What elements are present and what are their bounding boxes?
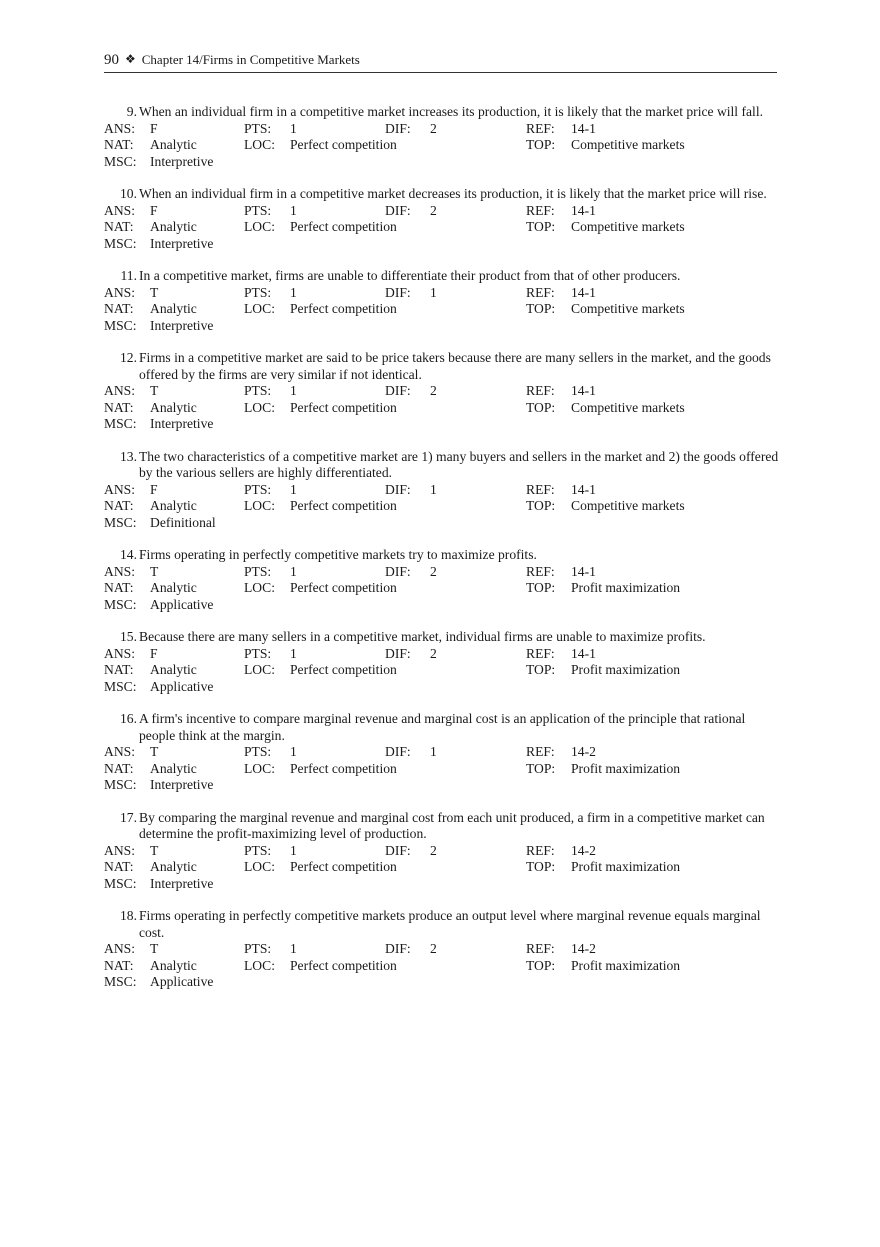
dif-label: DIF: <box>385 842 411 858</box>
msc-value: Applicative <box>150 596 214 612</box>
ans-label: ANS: <box>104 941 135 956</box>
question-text: Firms operating in perfectly competitive markets try to maximize profits. <box>139 547 537 562</box>
ref-value: 14-1 <box>571 284 596 300</box>
meta-row-ans <box>104 843 780 860</box>
msc-label: MSC: <box>104 235 137 251</box>
msc-label: MSC: <box>104 777 137 792</box>
question-number: 15. <box>120 629 137 644</box>
ref-label: REF: <box>526 284 555 300</box>
ans-value: T <box>150 744 159 759</box>
nat-value: Analytic <box>150 137 197 152</box>
meta-row-nat <box>104 958 780 975</box>
nat-value: Analytic <box>150 957 197 973</box>
pts-value: 1 <box>290 563 297 579</box>
nat-value: Analytic <box>150 760 197 776</box>
ref-label: REF: <box>526 481 555 497</box>
ans-label: ANS: <box>104 383 135 398</box>
dif-value: 2 <box>430 842 437 858</box>
top-label: TOP: <box>526 498 556 513</box>
nat-label: NAT: <box>104 399 134 415</box>
msc-value: Interpretive <box>150 875 214 891</box>
question-item <box>104 104 780 170</box>
chapter-title: Chapter 14/Firms in Competitive Markets <box>141 52 360 67</box>
dif-value: 2 <box>430 563 437 579</box>
question-stem <box>104 350 780 383</box>
top-value: Competitive markets <box>571 137 685 152</box>
msc-label: MSC: <box>104 317 137 333</box>
question-number: 17. <box>120 809 137 825</box>
page-number: 90 <box>104 52 119 68</box>
loc-label: LOC: <box>244 498 275 513</box>
ref-label: REF: <box>526 842 555 858</box>
loc-value: Perfect competition <box>290 399 397 415</box>
top-value: Profit maximization <box>571 957 681 973</box>
pts-label: PTS: <box>244 842 272 858</box>
ans-label: ANS: <box>104 202 135 218</box>
ref-label: REF: <box>526 120 555 136</box>
loc-label: LOC: <box>244 580 275 595</box>
nat-value: Analytic <box>150 498 197 513</box>
ref-value: 14-1 <box>571 563 596 579</box>
msc-value: Interpretive <box>150 416 214 431</box>
dif-value: 1 <box>430 284 437 300</box>
pts-value: 1 <box>290 645 297 661</box>
dif-label: DIF: <box>385 645 411 661</box>
top-label: TOP: <box>526 957 556 973</box>
msc-label: MSC: <box>104 678 137 694</box>
meta-row-msc <box>104 515 780 532</box>
top-label: TOP: <box>526 137 556 152</box>
meta-row-nat <box>104 400 780 417</box>
msc-label: MSC: <box>104 514 137 530</box>
pts-label: PTS: <box>244 744 272 759</box>
meta-row-ans <box>104 285 780 302</box>
ans-label: ANS: <box>104 284 135 300</box>
ref-value: 14-1 <box>571 645 596 661</box>
pts-label: PTS: <box>244 645 272 661</box>
msc-value: Interpretive <box>150 777 214 792</box>
meta-row-nat <box>104 219 780 236</box>
pts-value: 1 <box>290 284 297 300</box>
msc-value: Applicative <box>150 974 214 989</box>
pts-value: 1 <box>290 941 297 956</box>
loc-value: Perfect competition <box>290 580 397 595</box>
pts-value: 1 <box>290 744 297 759</box>
msc-label: MSC: <box>104 596 137 612</box>
question-number: 10. <box>120 186 137 201</box>
meta-row-ans <box>104 646 780 663</box>
ans-value: F <box>150 202 158 218</box>
meta-row-nat <box>104 662 780 679</box>
dif-value: 2 <box>430 120 437 136</box>
ans-value: T <box>150 941 159 956</box>
question-number: 18. <box>120 908 137 923</box>
top-label: TOP: <box>526 580 556 595</box>
question-number: 13. <box>120 448 137 464</box>
ans-value: F <box>150 481 158 497</box>
nat-value: Analytic <box>150 219 197 234</box>
pts-label: PTS: <box>244 563 272 579</box>
meta-row-ans <box>104 203 780 220</box>
question-item <box>104 810 780 893</box>
meta-row-nat <box>104 859 780 876</box>
pts-value: 1 <box>290 202 297 218</box>
meta-row-nat <box>104 580 780 597</box>
ref-label: REF: <box>526 563 555 579</box>
question-item <box>104 547 780 613</box>
question-stem <box>104 449 780 482</box>
question-stem <box>104 810 780 843</box>
loc-label: LOC: <box>244 301 275 316</box>
top-label: TOP: <box>526 301 556 316</box>
dif-value: 1 <box>430 481 437 497</box>
ref-value: 14-2 <box>571 744 596 759</box>
ref-value: 14-1 <box>571 383 596 398</box>
loc-value: Perfect competition <box>290 662 397 677</box>
meta-row-msc <box>104 876 780 893</box>
ref-value: 14-1 <box>571 120 596 136</box>
question-stem <box>104 268 780 285</box>
pts-label: PTS: <box>244 284 272 300</box>
top-value: Profit maximization <box>571 662 681 677</box>
question-text: Firms operating in perfectly competitive markets produce an output level where marginal revenue equals marginal cost. <box>139 908 761 940</box>
dif-value: 1 <box>430 744 437 759</box>
question-item <box>104 908 780 991</box>
loc-label: LOC: <box>244 859 275 874</box>
msc-value: Definitional <box>150 514 216 530</box>
top-label: TOP: <box>526 662 556 677</box>
dif-label: DIF: <box>385 383 411 398</box>
dif-label: DIF: <box>385 120 411 136</box>
loc-label: LOC: <box>244 760 275 776</box>
top-value: Profit maximization <box>571 580 681 595</box>
question-number: 14. <box>120 547 137 562</box>
question-number: 11. <box>120 268 137 283</box>
ans-label: ANS: <box>104 645 135 661</box>
pts-label: PTS: <box>244 120 272 136</box>
loc-label: LOC: <box>244 957 275 973</box>
question-text: A firm's incentive to compare marginal revenue and marginal cost is an application of the principle that rational people think at the margin. <box>139 711 746 743</box>
ans-value: T <box>150 284 159 300</box>
question-item <box>104 186 780 252</box>
dif-value: 2 <box>430 941 437 956</box>
msc-value: Interpretive <box>150 235 214 251</box>
ans-value: T <box>150 383 159 398</box>
question-number: 9. <box>126 104 137 119</box>
question-text: By comparing the marginal revenue and marginal cost from each unit produced, a firm in a competitive market can determine the profit-maximizing level of production. <box>139 809 765 841</box>
dif-value: 2 <box>430 383 437 398</box>
ans-value: T <box>150 563 159 579</box>
question-stem <box>104 104 780 121</box>
ans-label: ANS: <box>104 744 135 759</box>
ans-label: ANS: <box>104 842 135 858</box>
question-item <box>104 268 780 334</box>
question-list <box>104 104 780 1007</box>
msc-value: Interpretive <box>150 317 214 333</box>
nat-label: NAT: <box>104 219 134 234</box>
loc-label: LOC: <box>244 662 275 677</box>
msc-value: Applicative <box>150 678 214 694</box>
meta-row-msc <box>104 318 780 335</box>
loc-label: LOC: <box>244 399 275 415</box>
meta-row-msc <box>104 597 780 614</box>
nat-value: Analytic <box>150 301 197 316</box>
loc-value: Perfect competition <box>290 301 397 316</box>
pts-value: 1 <box>290 383 297 398</box>
question-text: When an individual firm in a competitive market increases its production, it is likely that the market price will fall. <box>139 104 763 119</box>
pts-value: 1 <box>290 120 297 136</box>
ans-value: T <box>150 842 159 858</box>
question-item <box>104 350 780 433</box>
msc-label: MSC: <box>104 875 137 891</box>
dif-label: DIF: <box>385 941 411 956</box>
meta-row-nat <box>104 137 780 154</box>
ref-value: 14-1 <box>571 202 596 218</box>
meta-row-ans <box>104 941 780 958</box>
ref-label: REF: <box>526 383 555 398</box>
top-value: Competitive markets <box>571 399 685 415</box>
question-stem <box>104 711 780 744</box>
question-item <box>104 449 780 532</box>
question-item <box>104 711 780 794</box>
question-text: Firms in a competitive market are said to be price takers because there are many sellers in the market, and the goods offered by the firms are very similar if not identical. <box>139 350 771 382</box>
ans-label: ANS: <box>104 120 135 136</box>
meta-row-msc <box>104 777 780 794</box>
diamond-separator-icon: ❖ <box>125 52 136 66</box>
ans-label: ANS: <box>104 481 135 497</box>
pts-value: 1 <box>290 481 297 497</box>
pts-label: PTS: <box>244 481 272 497</box>
pts-label: PTS: <box>244 941 272 956</box>
top-value: Competitive markets <box>571 498 685 513</box>
loc-value: Perfect competition <box>290 859 397 874</box>
page-header <box>104 52 777 73</box>
dif-value: 2 <box>430 645 437 661</box>
meta-row-ans <box>104 482 780 499</box>
top-value: Competitive markets <box>571 219 685 234</box>
ref-value: 14-1 <box>571 481 596 497</box>
meta-row-msc <box>104 236 780 253</box>
question-number: 12. <box>120 350 137 365</box>
dif-label: DIF: <box>385 563 411 579</box>
top-label: TOP: <box>526 859 556 874</box>
nat-label: NAT: <box>104 957 134 973</box>
loc-value: Perfect competition <box>290 957 397 973</box>
msc-label: MSC: <box>104 416 137 431</box>
nat-value: Analytic <box>150 580 197 595</box>
ans-label: ANS: <box>104 563 135 579</box>
dif-value: 2 <box>430 202 437 218</box>
top-label: TOP: <box>526 399 556 415</box>
meta-row-msc <box>104 974 780 991</box>
question-text: Because there are many sellers in a competitive market, individual firms are unable to maximize profits. <box>139 629 706 644</box>
question-stem <box>104 186 780 203</box>
meta-row-nat <box>104 498 780 515</box>
dif-label: DIF: <box>385 481 411 497</box>
dif-label: DIF: <box>385 202 411 218</box>
msc-label: MSC: <box>104 974 137 989</box>
nat-value: Analytic <box>150 399 197 415</box>
dif-label: DIF: <box>385 744 411 759</box>
top-value: Profit maximization <box>571 859 681 874</box>
ref-value: 14-2 <box>571 842 596 858</box>
question-text: The two characteristics of a competitive market are 1) many buyers and sellers in the market and 2) the goods offered by the various sellers are highly differentiated. <box>139 448 779 480</box>
nat-value: Analytic <box>150 859 197 874</box>
ans-value: F <box>150 645 158 661</box>
ans-value: F <box>150 120 158 136</box>
top-value: Competitive markets <box>571 301 685 316</box>
meta-row-nat <box>104 301 780 318</box>
nat-label: NAT: <box>104 137 134 152</box>
pts-value: 1 <box>290 842 297 858</box>
nat-label: NAT: <box>104 859 134 874</box>
question-text: In a competitive market, firms are unable to differentiate their product from that of other producers. <box>139 268 681 283</box>
nat-label: NAT: <box>104 760 134 776</box>
nat-value: Analytic <box>150 662 197 677</box>
question-stem <box>104 629 780 646</box>
meta-row-msc <box>104 416 780 433</box>
loc-value: Perfect competition <box>290 498 397 513</box>
meta-row-msc <box>104 679 780 696</box>
meta-row-ans <box>104 383 780 400</box>
loc-value: Perfect competition <box>290 760 397 776</box>
pts-label: PTS: <box>244 202 272 218</box>
ref-value: 14-2 <box>571 941 596 956</box>
ref-label: REF: <box>526 941 555 956</box>
nat-label: NAT: <box>104 301 134 316</box>
meta-row-ans <box>104 564 780 581</box>
meta-row-msc <box>104 154 780 171</box>
meta-row-ans <box>104 744 780 761</box>
nat-label: NAT: <box>104 580 134 595</box>
dif-label: DIF: <box>385 284 411 300</box>
meta-row-nat <box>104 761 780 778</box>
question-item <box>104 629 780 695</box>
loc-value: Perfect competition <box>290 219 397 234</box>
msc-value: Interpretive <box>150 153 214 169</box>
question-stem <box>104 908 780 941</box>
question-text: When an individual firm in a competitive market decreases its production, it is likely that the market price will rise. <box>139 186 767 201</box>
ref-label: REF: <box>526 202 555 218</box>
ref-label: REF: <box>526 744 555 759</box>
loc-label: LOC: <box>244 219 275 234</box>
nat-label: NAT: <box>104 498 134 513</box>
loc-value: Perfect competition <box>290 137 397 152</box>
ref-label: REF: <box>526 645 555 661</box>
top-value: Profit maximization <box>571 760 681 776</box>
question-stem <box>104 547 780 564</box>
top-label: TOP: <box>526 760 556 776</box>
pts-label: PTS: <box>244 383 272 398</box>
msc-label: MSC: <box>104 153 137 169</box>
top-label: TOP: <box>526 219 556 234</box>
meta-row-ans <box>104 121 780 138</box>
question-number: 16. <box>120 711 137 726</box>
loc-label: LOC: <box>244 137 275 152</box>
nat-label: NAT: <box>104 662 134 677</box>
